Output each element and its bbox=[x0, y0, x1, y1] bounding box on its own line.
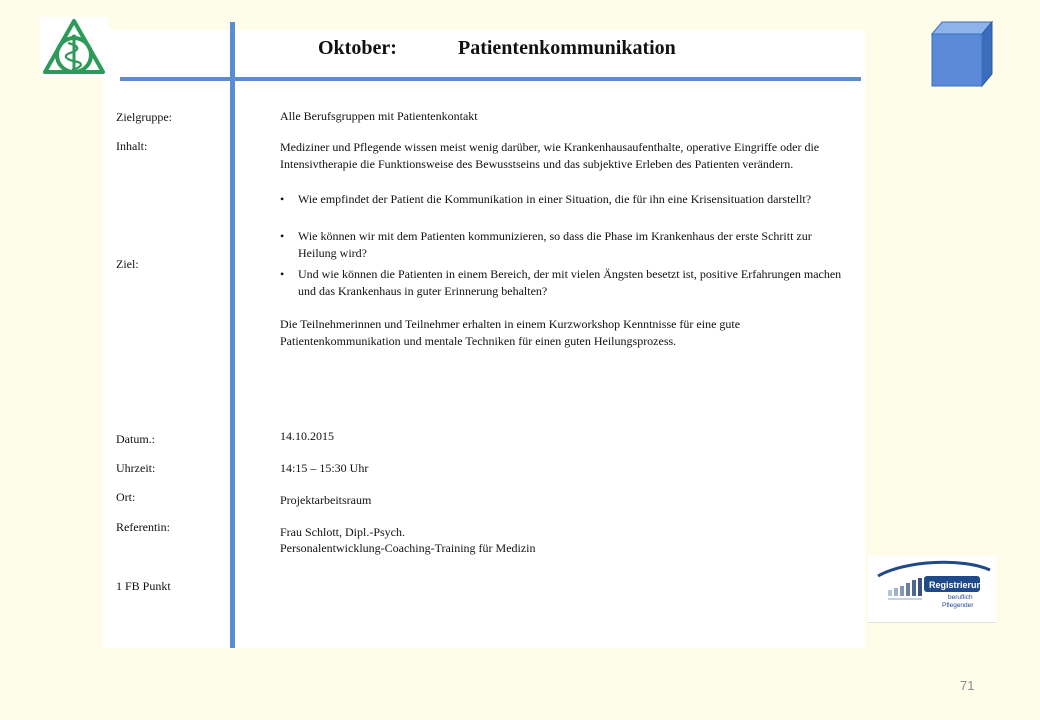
ziel-text: Die Teilnehmerinnen und Teilnehmer erhalten in einem Kurzworkshop Kenntnisse für eine gute Patientenkommunikation und mentale Techniken für einen guten Heilungsprozess. bbox=[280, 317, 741, 348]
hospital-logo bbox=[40, 17, 108, 77]
registration-logo-line3: Pflegender bbox=[942, 602, 974, 609]
label-fb-punkt: 1 FB Punkt bbox=[116, 579, 171, 593]
vertical-divider bbox=[230, 22, 235, 648]
bullet-icon: • bbox=[280, 267, 285, 281]
blue-cube-icon bbox=[928, 20, 996, 95]
label-referentin: Referentin: bbox=[116, 520, 170, 534]
caduceus-triangle-logo-icon bbox=[40, 17, 108, 77]
registration-logo-line1: Registrierung bbox=[929, 580, 988, 590]
bullet-icon: • bbox=[280, 192, 285, 206]
label-inhalt: Inhalt: bbox=[116, 139, 148, 153]
bullet-text: Wie empfindet der Patient die Kommunikation in einer Situation, die für ihn eine Krisensituation darstellt? bbox=[298, 192, 812, 206]
uhrzeit-value: 14:15 – 15:30 Uhr bbox=[280, 461, 369, 475]
label-ziel: Ziel: bbox=[116, 257, 139, 271]
header-underline bbox=[120, 77, 861, 81]
list-item bbox=[280, 191, 848, 208]
list-item bbox=[280, 266, 848, 300]
page-title bbox=[318, 37, 676, 60]
bullet-text: Wie können wir mit dem Patienten kommunizieren, so dass die Phase im Krankenhaus der erste Schritt zur Heilung wird? bbox=[298, 229, 812, 260]
registration-logo-line2: beruflich bbox=[948, 594, 973, 601]
zielgruppe-value: Alle Berufsgruppen mit Patientenkontakt bbox=[280, 109, 478, 123]
page-number: 71 bbox=[960, 678, 975, 693]
inhalt-intro: Mediziner und Pflegende wissen meist wenig darüber, wie Krankenhausaufenthalte, operative Eingriffe oder die Intensivtherapie die Funktionsweise des Bewusstseins und das subjektive Erleben des Patienten verändern. bbox=[280, 140, 820, 171]
list-item bbox=[280, 228, 848, 262]
bullet-icon: • bbox=[280, 229, 285, 243]
referentin-name: Frau Schlott, Dipl.-Psych. bbox=[280, 525, 405, 539]
datum-value: 14.10.2015 bbox=[280, 429, 334, 443]
title-topic: Patientenkommunikation bbox=[458, 37, 676, 59]
label-uhrzeit: Uhrzeit: bbox=[116, 461, 156, 475]
bullet-text: Und wie können die Patienten in einem Bereich, der mit vielen Ängsten besetzt ist, positive Erfahrungen machen und das Krankenhaus in guter Erinnerung behalten? bbox=[298, 267, 842, 298]
label-datum: Datum.: bbox=[116, 432, 155, 446]
ort-value: Projektarbeitsraum bbox=[280, 493, 372, 507]
registration-logo bbox=[868, 556, 996, 623]
label-ort: Ort: bbox=[116, 490, 136, 504]
label-zielgruppe: Zielgruppe: bbox=[116, 110, 172, 124]
referentin-firma: Personalentwicklung-Coaching-Training für Medizin bbox=[280, 541, 536, 555]
title-month: Oktober: bbox=[318, 37, 397, 59]
